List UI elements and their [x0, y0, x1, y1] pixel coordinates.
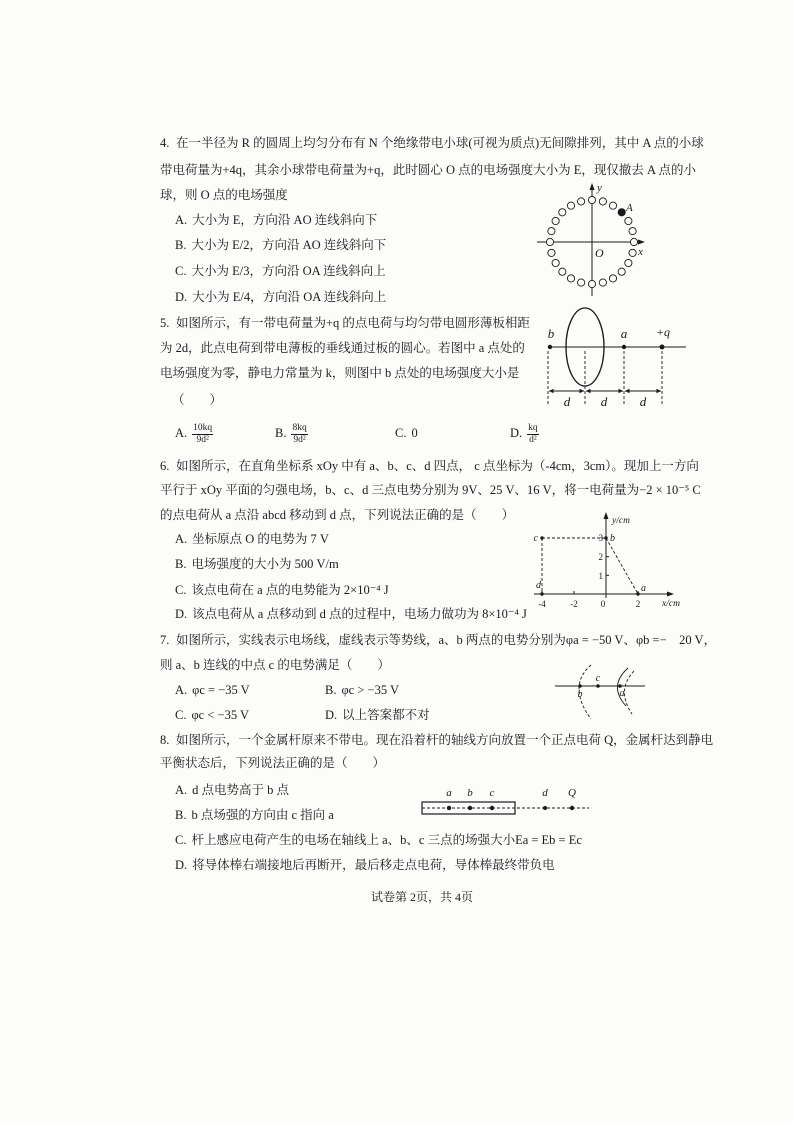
fraction-numerator: 8kq	[292, 422, 307, 433]
option-text: 0	[411, 426, 418, 440]
option-text: 该点电荷从 a 点移动到 d 点的过程中，电场力做功为 8×10⁻⁴ J	[192, 607, 527, 621]
x-tick-label: 0	[600, 599, 606, 609]
fraction-denominator: 9d²	[293, 434, 306, 445]
option-label: D.	[175, 858, 188, 872]
option-text: d 点电势高于 b 点	[192, 783, 290, 797]
y-axis-label: y/cm	[612, 516, 630, 526]
point-d	[540, 592, 543, 595]
question-6-option-d	[175, 606, 527, 622]
point-a-label: a	[446, 787, 452, 799]
point-a-label: a	[620, 326, 628, 341]
question-5-stem-line-1: 如图所示，有一带电荷量为+q 的点电荷与均匀带电圆形薄板相距	[176, 316, 530, 330]
question-8-option-b	[175, 807, 334, 823]
ring-ball	[548, 249, 555, 256]
ring-ball	[578, 198, 585, 205]
option-text: 该点电荷在 a 点的电势能为 2×10⁻⁴ J	[191, 583, 389, 597]
ring-ball	[629, 228, 636, 235]
option-label: A.	[175, 213, 188, 227]
y-axis-arrow	[590, 183, 595, 190]
ring-ball	[567, 275, 574, 282]
y-axis-label: y	[597, 182, 602, 194]
point-b-label: b	[547, 326, 555, 341]
option-text: φc < −35 V	[191, 708, 250, 722]
question-5-option-a	[175, 420, 213, 446]
ball-a	[618, 209, 625, 216]
point-b	[578, 684, 582, 688]
point-b	[468, 806, 472, 810]
option-label: A.	[175, 532, 188, 546]
ring-ball	[599, 279, 606, 286]
question-7-option-a	[175, 682, 250, 698]
question-4-stem-line-2: 带电荷量为+4q，其余小球带电荷量为+q，此时圆心 O 点的电场强度大小为 E，现仅撤去 A 点的小	[160, 163, 696, 177]
page-footer: 试卷第 2页，共 4页	[370, 890, 473, 904]
point-c-label: c	[533, 533, 538, 544]
figure-charged-ring	[533, 180, 648, 298]
spacing-label: d	[600, 394, 608, 409]
question-5-option-d	[510, 420, 539, 446]
ring-ball	[588, 280, 595, 287]
question-6-stem-line-1: 如图所示，在直角坐标系 xOy 中有 a、b、c、d 四点， c 点坐标为（-4cm，3cm）。现加上一方向	[176, 459, 699, 473]
question-6-stem-line-3: 的点电荷从 a 点沿 abcd 移动到 d 点，下列说法正确的是（ ）	[160, 508, 515, 522]
ring-ball	[548, 228, 555, 235]
option-text: 大小为 E，方向沿 AO 连线斜向下	[192, 213, 378, 227]
option-text: φc = −35 V	[192, 683, 250, 697]
option-label: B.	[175, 557, 187, 571]
point-charge	[570, 806, 574, 810]
option-label: C.	[175, 708, 187, 722]
figure-coordinate-plane	[528, 508, 690, 613]
point-a	[447, 806, 451, 810]
ring-ball	[552, 217, 559, 224]
question-7-option-c	[175, 707, 249, 723]
option-label: C.	[175, 833, 187, 847]
ring-ball	[629, 249, 636, 256]
option-text: φc > −35 V	[341, 683, 400, 697]
point-c-label: c	[595, 673, 601, 684]
option-text: 大小为 E/4，方向沿 OA 连线斜向上	[192, 290, 387, 304]
question-4-stem-line-1: 在一半径为 R 的圆周上均匀分布有 N 个绝缘带电小球(可视为质点)无间隙排列，其中 A 点的小球	[176, 136, 704, 150]
question-7-option-b	[325, 682, 399, 698]
option-text: 以上答案都不对	[342, 708, 430, 722]
y-tick-label: 3	[598, 533, 603, 543]
option-label: A.	[175, 683, 188, 697]
point-b-label: b	[610, 533, 615, 544]
option-label: D.	[175, 290, 188, 304]
point-d-label: d	[542, 787, 548, 799]
ring-ball	[599, 198, 606, 205]
x-axis-label: x/cm	[662, 599, 680, 609]
question-6-option-b	[175, 556, 339, 572]
option-label: A.	[175, 783, 188, 797]
y-axis-arrow	[604, 512, 609, 519]
x-axis-arrow	[638, 240, 645, 245]
charge-label: Q	[568, 787, 576, 799]
x-axis-label: x	[638, 246, 643, 258]
question-4-option-b	[175, 237, 386, 253]
question-4-number: 4.	[160, 136, 170, 150]
equipotential-line	[624, 671, 634, 714]
ring-ball	[552, 259, 559, 266]
ring-ball	[609, 202, 616, 209]
ring-ball	[588, 196, 595, 203]
fraction	[527, 423, 539, 446]
option-label: A.	[175, 426, 188, 440]
option-label: D.	[510, 426, 523, 440]
ring-ball	[546, 238, 553, 245]
question-4-stem-line-3: 球，则 O 点的电场强度	[160, 188, 288, 202]
figure-metal-rod	[415, 782, 595, 822]
option-text: 大小为 E/3，方向沿 OA 连线斜向上	[191, 264, 386, 278]
option-label: C.	[175, 264, 187, 278]
ring-ball	[625, 217, 632, 224]
ring-ball	[559, 209, 566, 216]
option-label: B.	[275, 426, 287, 440]
question-5-option-c	[395, 420, 418, 446]
option-text: 杆上感应电荷产生的电场在轴线上 a、b、c 三点的场强大小Ea = Eb = Ec	[191, 833, 582, 847]
question-8-stem-line-2: 平衡状态后，下列说法正确的是（ ）	[160, 756, 386, 770]
center-o-label: O	[595, 246, 604, 260]
point-b	[548, 345, 552, 349]
point-b-label: b	[467, 787, 473, 799]
point-charge	[660, 345, 665, 350]
ring-ball	[578, 279, 585, 286]
option-label: D.	[325, 708, 338, 722]
option-text: 电场强度的大小为 500 V/m	[191, 557, 339, 571]
question-6-option-c	[175, 582, 389, 598]
figure-field-lines	[550, 662, 650, 722]
charge-label: +q	[655, 325, 671, 339]
option-text: 坐标原点 O 的电势为 7 V	[192, 532, 329, 546]
x-tick-label: -2	[570, 599, 578, 609]
spacing-label: d	[563, 394, 571, 409]
question-7-stem-line-2: 则 a、b 连线的中点 c 的电势满足（ ）	[160, 658, 390, 672]
option-label: C.	[395, 426, 407, 440]
question-8-option-c	[175, 832, 582, 848]
point-d	[543, 806, 547, 810]
question-8-option-d	[175, 857, 555, 873]
point-a	[622, 345, 626, 349]
option-label: B.	[325, 683, 337, 697]
ring-ball	[559, 268, 566, 275]
point-c	[540, 536, 543, 539]
fraction	[192, 423, 213, 446]
ring-ball	[567, 202, 574, 209]
question-5-number: 5.	[160, 316, 170, 330]
ring-ball	[630, 238, 637, 245]
point-b-label: b	[577, 689, 583, 700]
question-8-stem-line-1: 如图所示，一个金属杆原来不带电。现在沿着杆的轴线方向放置一个正点电荷 Q，金属杆达到静电	[176, 733, 714, 747]
ring-ball	[618, 268, 625, 275]
point-c-label: c	[489, 787, 495, 799]
question-6-option-a	[175, 531, 329, 547]
question-6-stem-line-2: 平行于 xOy 平面的匀强电场，b、c、d 三点电势分别为 9V、25 V、16 V，将一电荷量为−2 × 10⁻⁵ C	[160, 483, 701, 497]
x-axis-arrow	[667, 592, 674, 597]
point-b	[604, 536, 607, 539]
question-7-number: 7.	[160, 633, 170, 647]
option-text: 大小为 E/2，方向沿 AO 连线斜向下	[191, 238, 387, 252]
question-6-number: 6.	[160, 459, 170, 473]
dashed-line-ba	[606, 538, 638, 594]
ring-ball	[625, 259, 632, 266]
question-4-option-a	[175, 212, 377, 228]
spacing-label: d	[639, 394, 647, 409]
point-a-label: a	[619, 688, 625, 699]
fraction-numerator: 10kq	[193, 422, 213, 433]
point-a-label: a	[641, 583, 646, 594]
question-4-option-c	[175, 263, 386, 279]
question-4-option-d	[175, 289, 386, 305]
question-5-stem-line-3: 电场强度为零，静电力常量为 k，则图中 b 点处的电场强度大小是	[160, 366, 520, 380]
fraction	[291, 423, 307, 446]
question-5-option-b	[275, 420, 308, 446]
option-text: 将导体棒右端接地后再断开，最后移走点电荷，导体棒最终带负电	[192, 858, 555, 872]
question-8-option-a	[175, 782, 289, 798]
x-tick-label: -4	[538, 599, 546, 609]
figure-charged-plate	[540, 305, 690, 410]
option-label: B.	[175, 808, 187, 822]
fraction-denominator: d²	[529, 434, 537, 445]
y-tick-label: 1	[598, 571, 603, 581]
option-label: D.	[175, 607, 188, 621]
fraction-denominator: 9d²	[196, 434, 209, 445]
point-c	[490, 806, 494, 810]
ring-ball	[609, 275, 616, 282]
point-a	[636, 592, 639, 595]
option-label: B.	[175, 238, 187, 252]
question-8-number: 8.	[160, 733, 170, 747]
option-text: b 点场强的方向由 c 指向 a	[191, 808, 334, 822]
question-7-stem-line-1: 如图所示，实线表示电场线，虚线表示等势线，a、b 两点的电势分别为φa = −50 V、φb =− 20 V，	[176, 633, 717, 647]
question-5-stem-line-2: 为 2d，此点电荷到带电薄板的垂线通过板的圆心。若图中 a 点处的	[160, 341, 525, 355]
point-a-label: A	[626, 202, 633, 214]
question-7-option-d	[325, 707, 430, 723]
y-tick-label: 2	[598, 552, 603, 562]
fraction-numerator: kq	[528, 422, 538, 433]
question-5-answer-bracket: （ ）	[172, 393, 223, 407]
x-tick-label: 2	[635, 599, 641, 609]
point-d-label: d	[536, 580, 541, 591]
option-label: C.	[175, 583, 187, 597]
point-c	[596, 684, 600, 688]
